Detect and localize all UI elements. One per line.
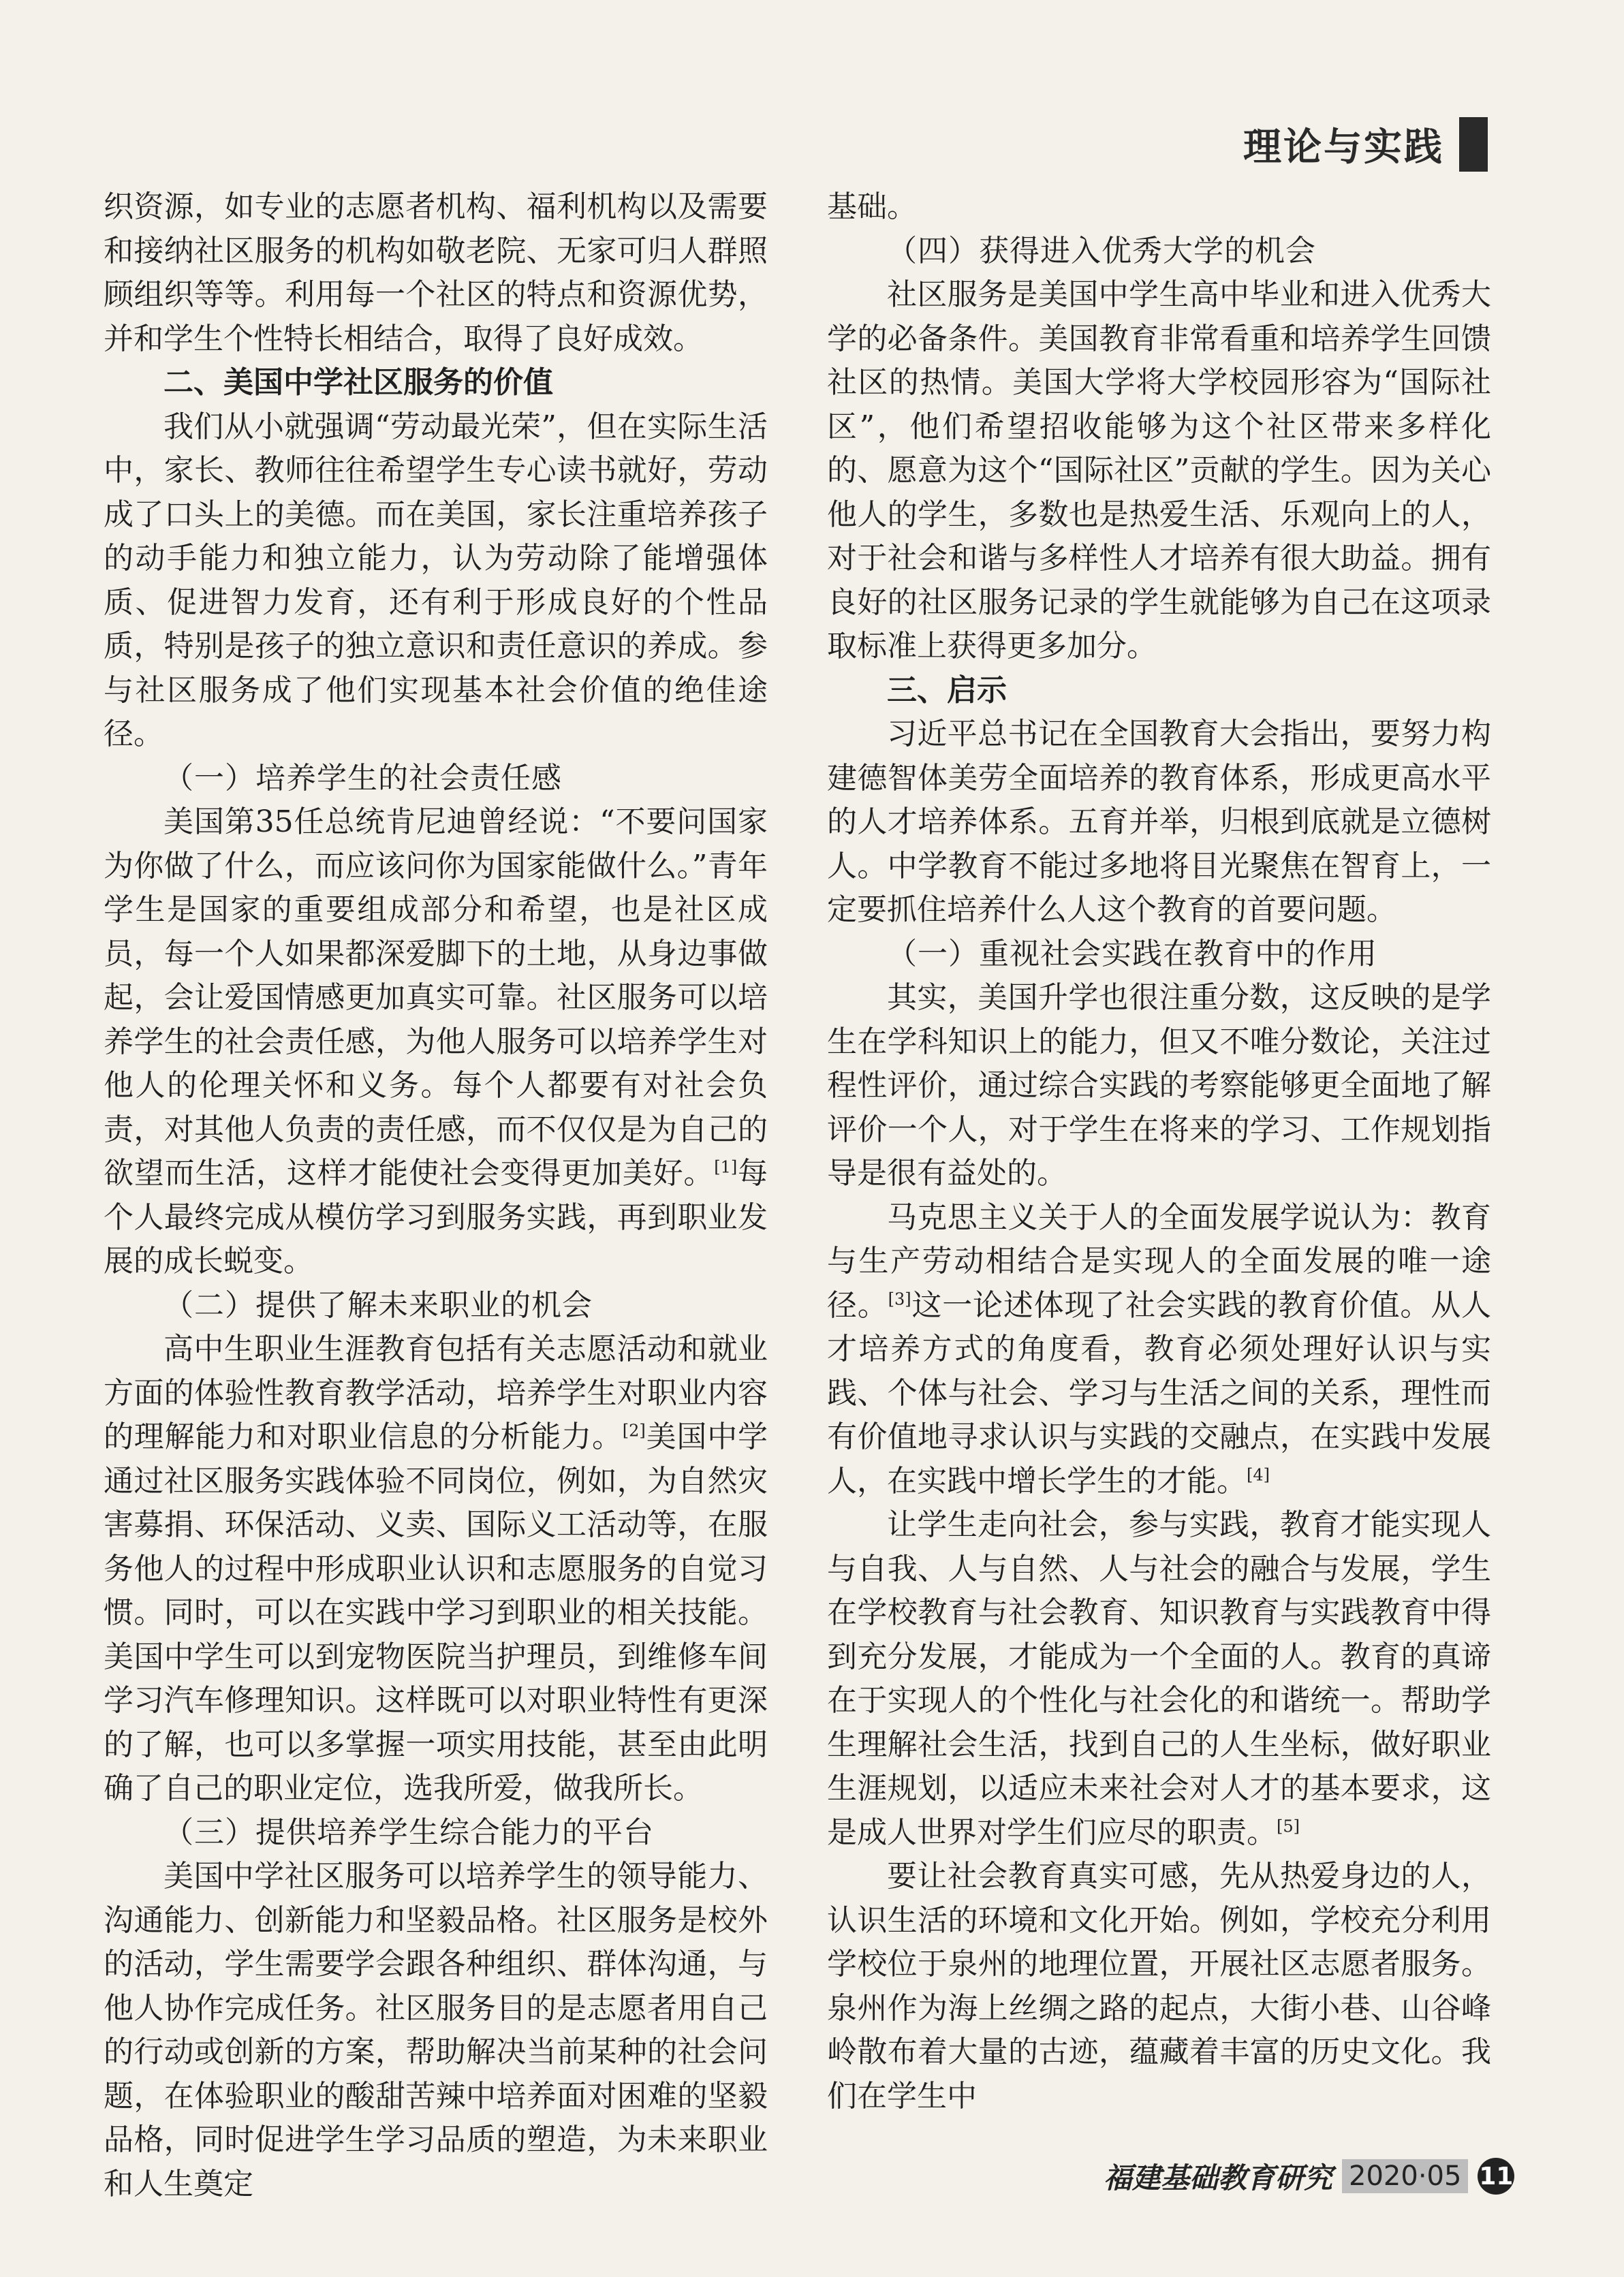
section-title: 理论与实践	[1243, 125, 1444, 170]
section-heading: 二、美国中学社区服务的价值	[163, 365, 553, 400]
right-column	[827, 185, 1491, 2118]
paragraph: 其实，美国升学也很注重分数，这反映的是学生在学科知识上的能力，但又不唯分数论，关注过程性评价，通过综合实践的考察能够更全面地了解评价一个人，对于学生在将来的学习、工作规划指导是很有益处的。	[827, 980, 1491, 1191]
subsection-heading: （四）获得进入优秀大学的机会	[887, 233, 1316, 268]
paragraph-text: 美国中学通过社区服务实践体验不同岗位，例如，为自然灾害募捐、环保活动、义卖、国际义工活动等，在服务他人的过程中形成职业认识和志愿服务的自觉习惯。同时，可以在实践中学习到职业的相关技能。美国中学生可以到宠物医院当护理员，到维修车间学习汽车修理知识。这样既可以对职业特性有更深的了解，也可以多掌握一项实用技能，甚至由此明确了自己的职业定位，选我所爱，做我所长。	[104, 1419, 768, 1806]
paragraph	[827, 1196, 1491, 1504]
paragraph-text: 每个人最终完成从模仿学习到服务实践，再到职业发展的成长蜕变。	[104, 1156, 768, 1278]
subsection-heading: （一）重视社会实践在教育中的作用	[887, 936, 1377, 971]
paragraph: 织资源，如专业的志愿者机构、福利机构以及需要和接纳社区服务的机构如敬老院、无家可归人群照顾组织等等。利用每一个社区的特点和资源优势，并和学生个性特长相结合，取得了良好成效。	[104, 189, 768, 356]
citation-ref: [4]	[1247, 1464, 1270, 1484]
paragraph	[827, 1503, 1491, 1855]
journal-name: 福建基础教育研究	[1104, 2161, 1333, 2195]
paragraph-text: 让学生走向社会，参与实践，教育才能实现人与自我、人与自然、人与社会的融合与发展，学生在学校教育与社会教育、知识教育与实践教育中得到充分发展，才能成为一个全面的人。教育的真谛在于实现人的个性化与社会化的和谐统一。帮助学生理解社会生活，找到自己的人生坐标，做好职业生涯规划，以适应未来社会对人才的基本要求，这是成人世界对学生们应尽的职责。	[827, 1507, 1491, 1850]
page-footer	[1104, 2156, 1514, 2197]
paragraph	[104, 1328, 768, 1811]
paragraph: 我们从小就强调“劳动最光荣”，但在实际生活中，家长、教师往往希望学生专心读书就好，劳动成了口头上的美德。而在美国，家长注重培养孩子的动手能力和独立能力，认为劳动除了能增强体质、促进智力发育，还有利于形成良好的个性品质，特别是孩子的独立意识和责任意识的养成。参与社区服务成了他们实现基本社会价值的绝佳途径。	[104, 409, 768, 751]
citation-ref: [1]	[714, 1157, 738, 1177]
paragraph-text: 高中生职业生涯教育包括有关志愿活动和就业方面的体验性教育教学活动，培养学生对职业内容的理解能力和对职业信息的分析能力。	[104, 1332, 768, 1454]
paragraph: 基础。	[827, 189, 917, 224]
subsection-heading: （一）培养学生的社会责任感	[163, 760, 562, 796]
issue-label: 2020·05	[1342, 2159, 1468, 2193]
subsection-heading: （二）提供了解未来职业的机会	[163, 1287, 593, 1323]
paragraph: 要让社会教育真实可感，先从热爱身边的人，认识生活的环境和文化开始。例如，学校充分利用学校位于泉州的地理位置，开展社区志愿者服务。泉州作为海上丝绸之路的起点，大街小巷、山谷峰岭散布着大量的古迹，蕴藏着丰富的历史文化。我们在学生中	[827, 1859, 1491, 2114]
subsection-heading: （三）提供培养学生综合能力的平台	[163, 1815, 654, 1850]
citation-ref: [3]	[888, 1289, 911, 1308]
paragraph: 习近平总书记在全国教育大会指出，要努力构建德智体美劳全面培养的教育体系，形成更高水平的人才培养体系。五育并举，归根到底就是立德树人。中学教育不能过多地将目光聚焦在智育上，一定要抓住培养什么人这个教育的首要问题。	[827, 717, 1491, 927]
paragraph-text: 这一论述体现了社会实践的教育价值。从人才培养方式的角度看，教育必须处理好认识与实践、个体与社会、学习与生活之间的关系，理性而有价值地寻求认识与实践的交融点，在实践中发展人，在实践中增长学生的才能。	[827, 1287, 1492, 1498]
paragraph: 美国中学社区服务可以培养学生的领导能力、沟通能力、创新能力和坚毅品格。社区服务是校外的活动，学生需要学会跟各种组织、群体沟通，与他人协作完成任务。社区服务目的是志愿者用自己的行动或创新的方案，帮助解决当前某种的社会问题，在体验职业的酸甜苦辣中培养面对困难的坚毅品格，同时促进学生学习品质的塑造，为未来职业和人生奠定	[104, 1859, 768, 2201]
page-header	[1243, 117, 1488, 172]
left-column	[104, 185, 768, 2206]
citation-ref: [2]	[622, 1421, 646, 1441]
section-heading: 三、启示	[887, 672, 1007, 708]
page-number: 11	[1478, 2158, 1514, 2195]
paragraph-text: 美国第35任总统肯尼迪曾经说：“不要问国家为你做了什么，而应该问你为国家能做什么。”青年学生是国家的重要组成部分和希望，也是社区成员，每一个人如果都深爱脚下的土地，从身边事做起，会让爱国情感更加真实可靠。社区服务可以培养学生的社会责任感，为他人服务可以培养学生对他人的伦理关怀和义务。每个人都要有对社会负责，对其他人负责的责任感，而不仅仅是为自己的欲望而生活，这样才能使社会变得更加美好。	[104, 804, 768, 1191]
paragraph: 社区服务是美国中学生高中毕业和进入优秀大学的必备条件。美国教育非常看重和培养学生回馈社区的热情。美国大学将大学校园形容为“国际社区”，他们希望招收能够为这个社区带来多样化的、愿意为这个“国际社区”贡献的学生。因为关心他人的学生，多数也是热爱生活、乐观向上的人，对于社会和谐与多样性人才培养有很大助益。拥有良好的社区服务记录的学生就能够为自己在这项录取标准上获得更多加分。	[827, 277, 1491, 663]
paragraph-text: 马克思主义关于人的全面发展学说认为：教育与生产劳动相结合是实现人的全面发展的唯一途径。	[827, 1199, 1491, 1323]
paragraph	[104, 800, 768, 1284]
citation-ref: [5]	[1277, 1816, 1300, 1836]
header-marker-block	[1459, 117, 1488, 172]
